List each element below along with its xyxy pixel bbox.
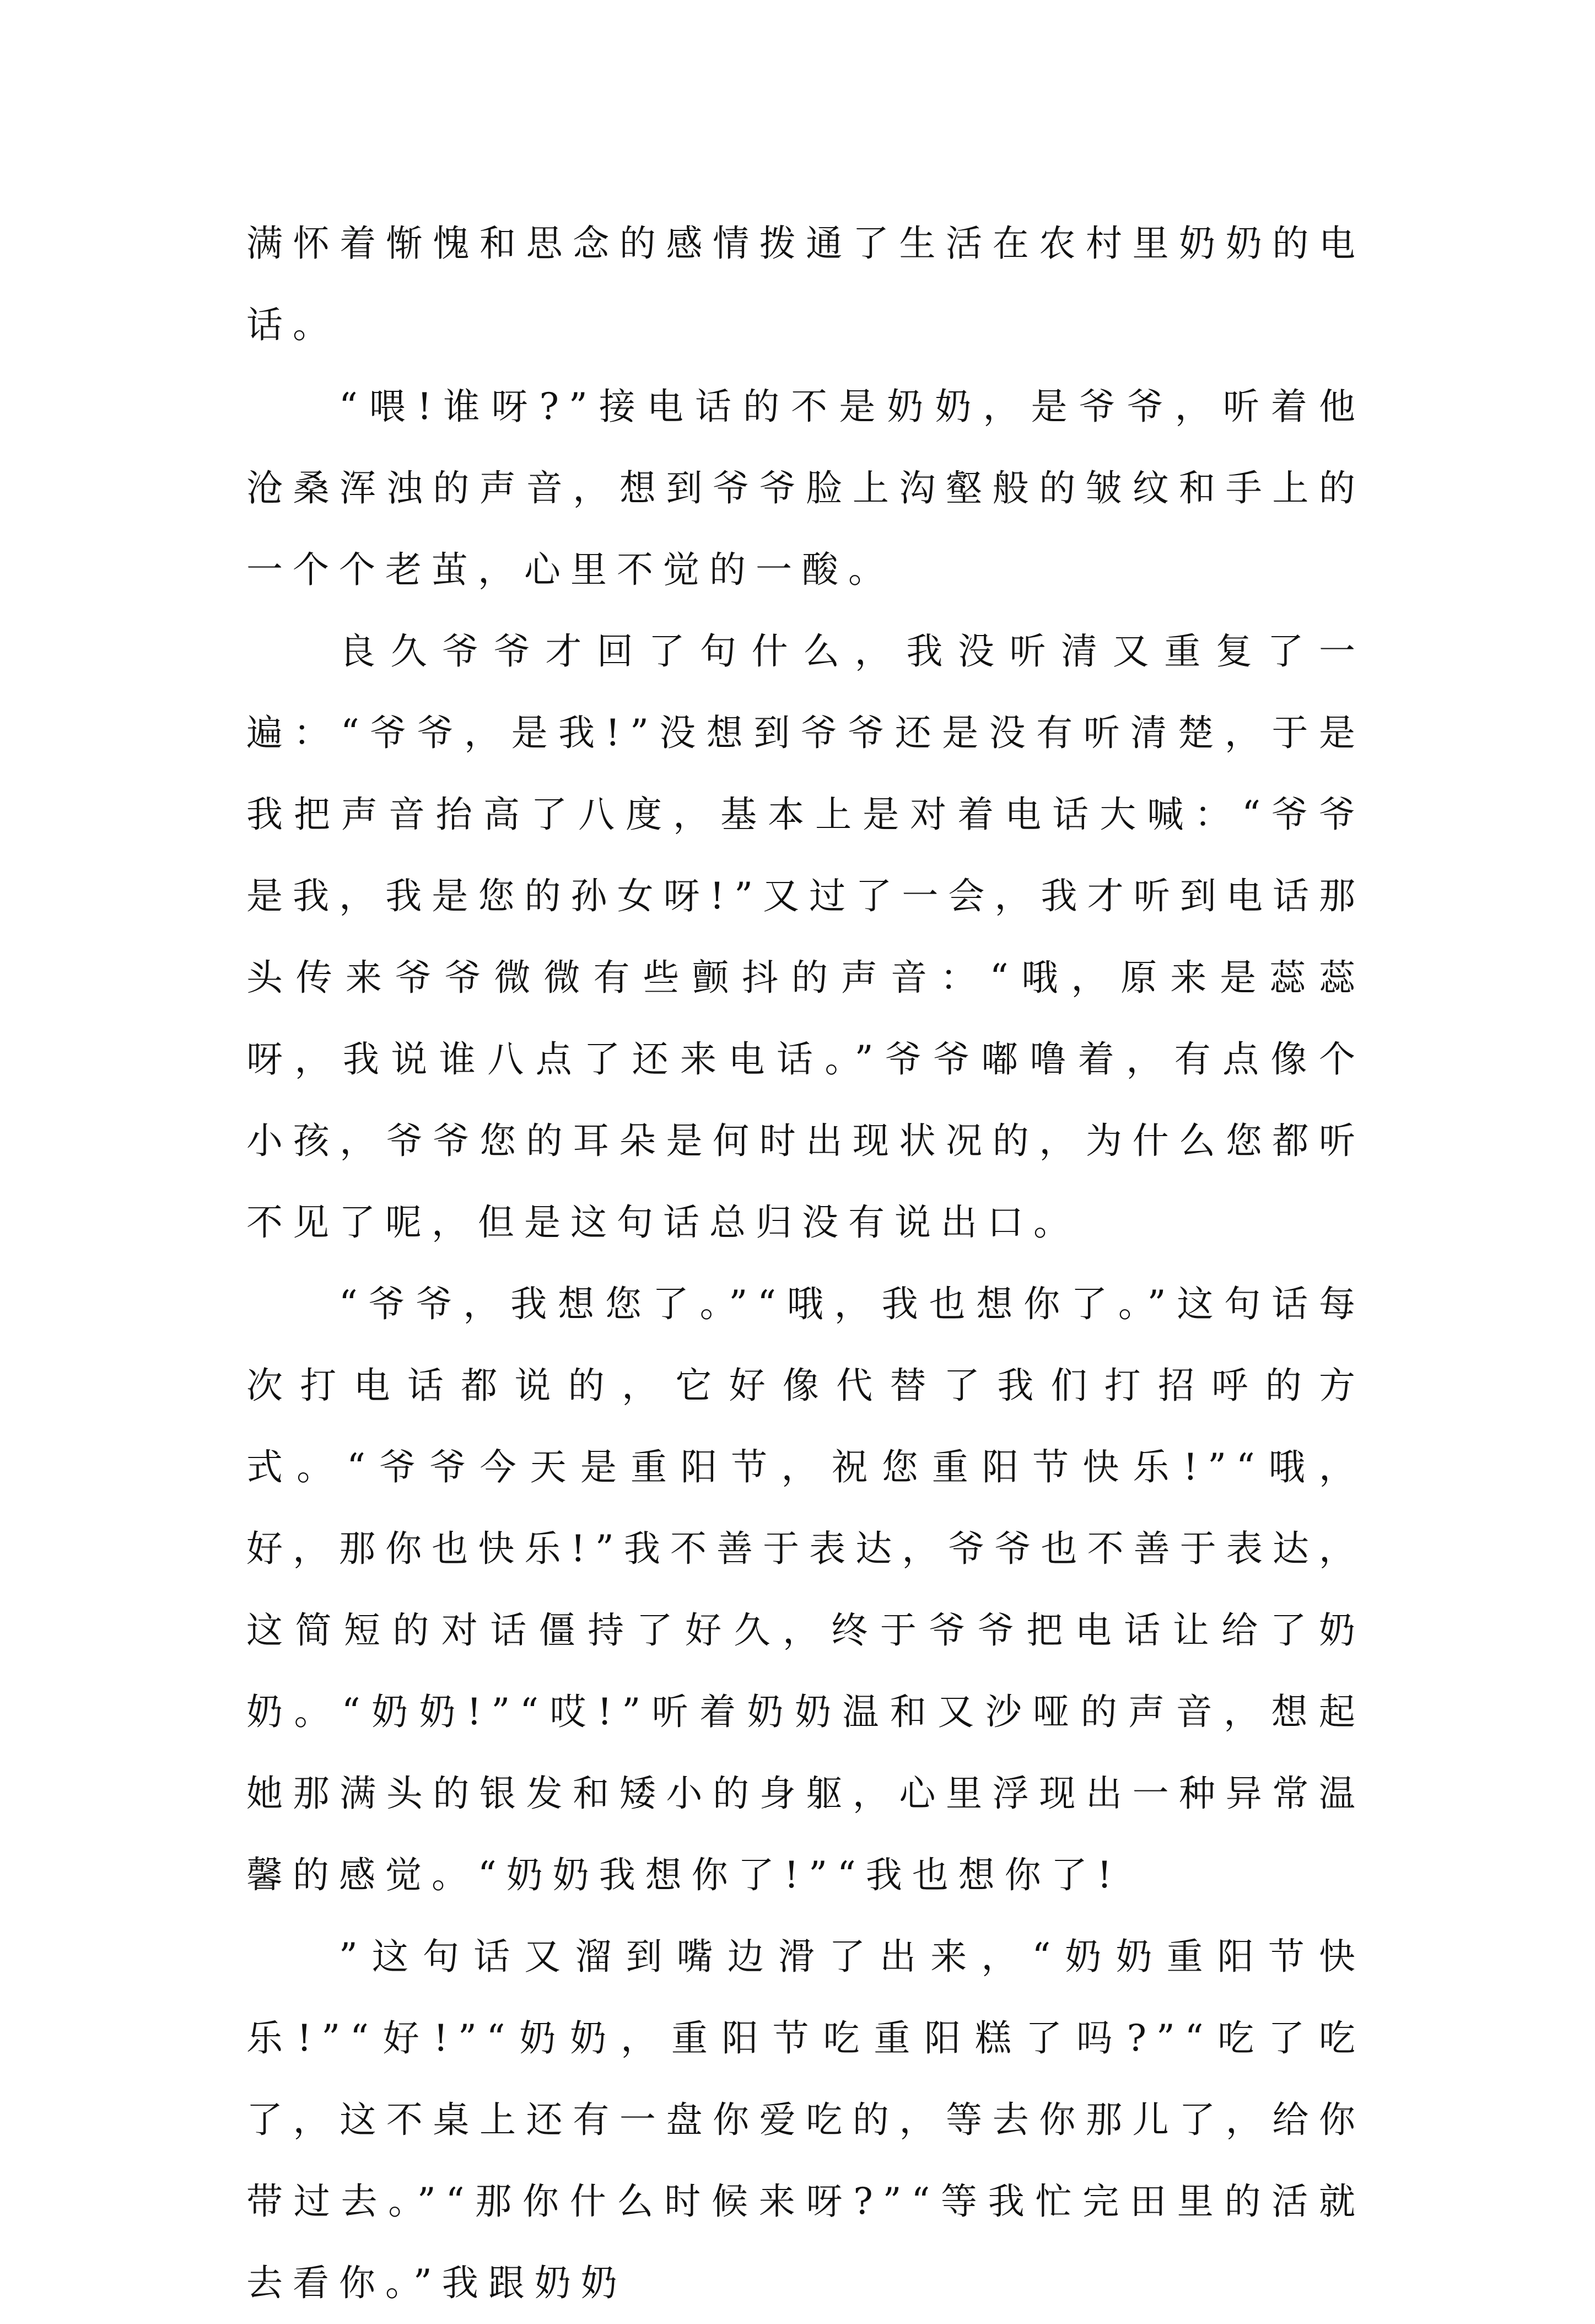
paragraph-3: 良久爷爷才回了句什么，我没听清又重复了一遍：“爷爷，是我!”没想到爷爷还是没有听清楚，于是我把声音抬高了八度，基本上是对着电话大喊：“爷爷是我，我是您的孙女呀!”又过了一会，我才听到电话那头传来爷爷微微有些颤抖的声音：“哦，原来是蕊蕊呀，我说谁八点了还来电话。”爷爷嘟噜着，有点像个小孩，爷爷您的耳朵是何时出现状况的，为什么您都听不见了呢，但是这句话总归没有说出口。 <box>246 630 1365 1244</box>
document-body <box>246 203 1365 2324</box>
paragraph-4: “爷爷，我想您了。”“哦，我也想你了。”这句话每次打电话都说的，它好像代替了我们打招呼的方式。“爷爷今天是重阳节，祝您重阳节快乐!”“哦，好，那你也快乐!”我不善于表达，爷爷也不善于表达，这简短的对话僵持了好久，终于爷爷把电话让给了奶奶。“奶奶!”“哎!”听着奶奶温和又沙哑的声音，想起她那满头的银发和矮小的身躯，心里浮现出一种异常温馨的感觉。“奶奶我想你了!”“我也想你了! <box>246 1283 1365 1896</box>
paragraph-1: 满怀着惭愧和思念的感情拨通了生活在农村里奶奶的电话。 <box>246 222 1365 346</box>
paragraph-2: “喂!谁呀?”接电话的不是奶奶，是爷爷，听着他沧桑浑浊的声音，想到爷爷脸上沟壑般的皱纹和手上的一个个老茧，心里不觉的一酸。 <box>246 385 1365 591</box>
paragraph-5: ”这句话又溜到嘴边滑了出来，“奶奶重阳节快乐!”“好!”“奶奶，重阳节吃重阳糕了吗?”“吃了吃了，这不桌上还有一盘你爱吃的，等去你那儿了，给你带过去。”“那你什么时候来呀?”“等我忙完田里的活就去看你。”我跟奶奶 <box>246 1935 1365 2304</box>
